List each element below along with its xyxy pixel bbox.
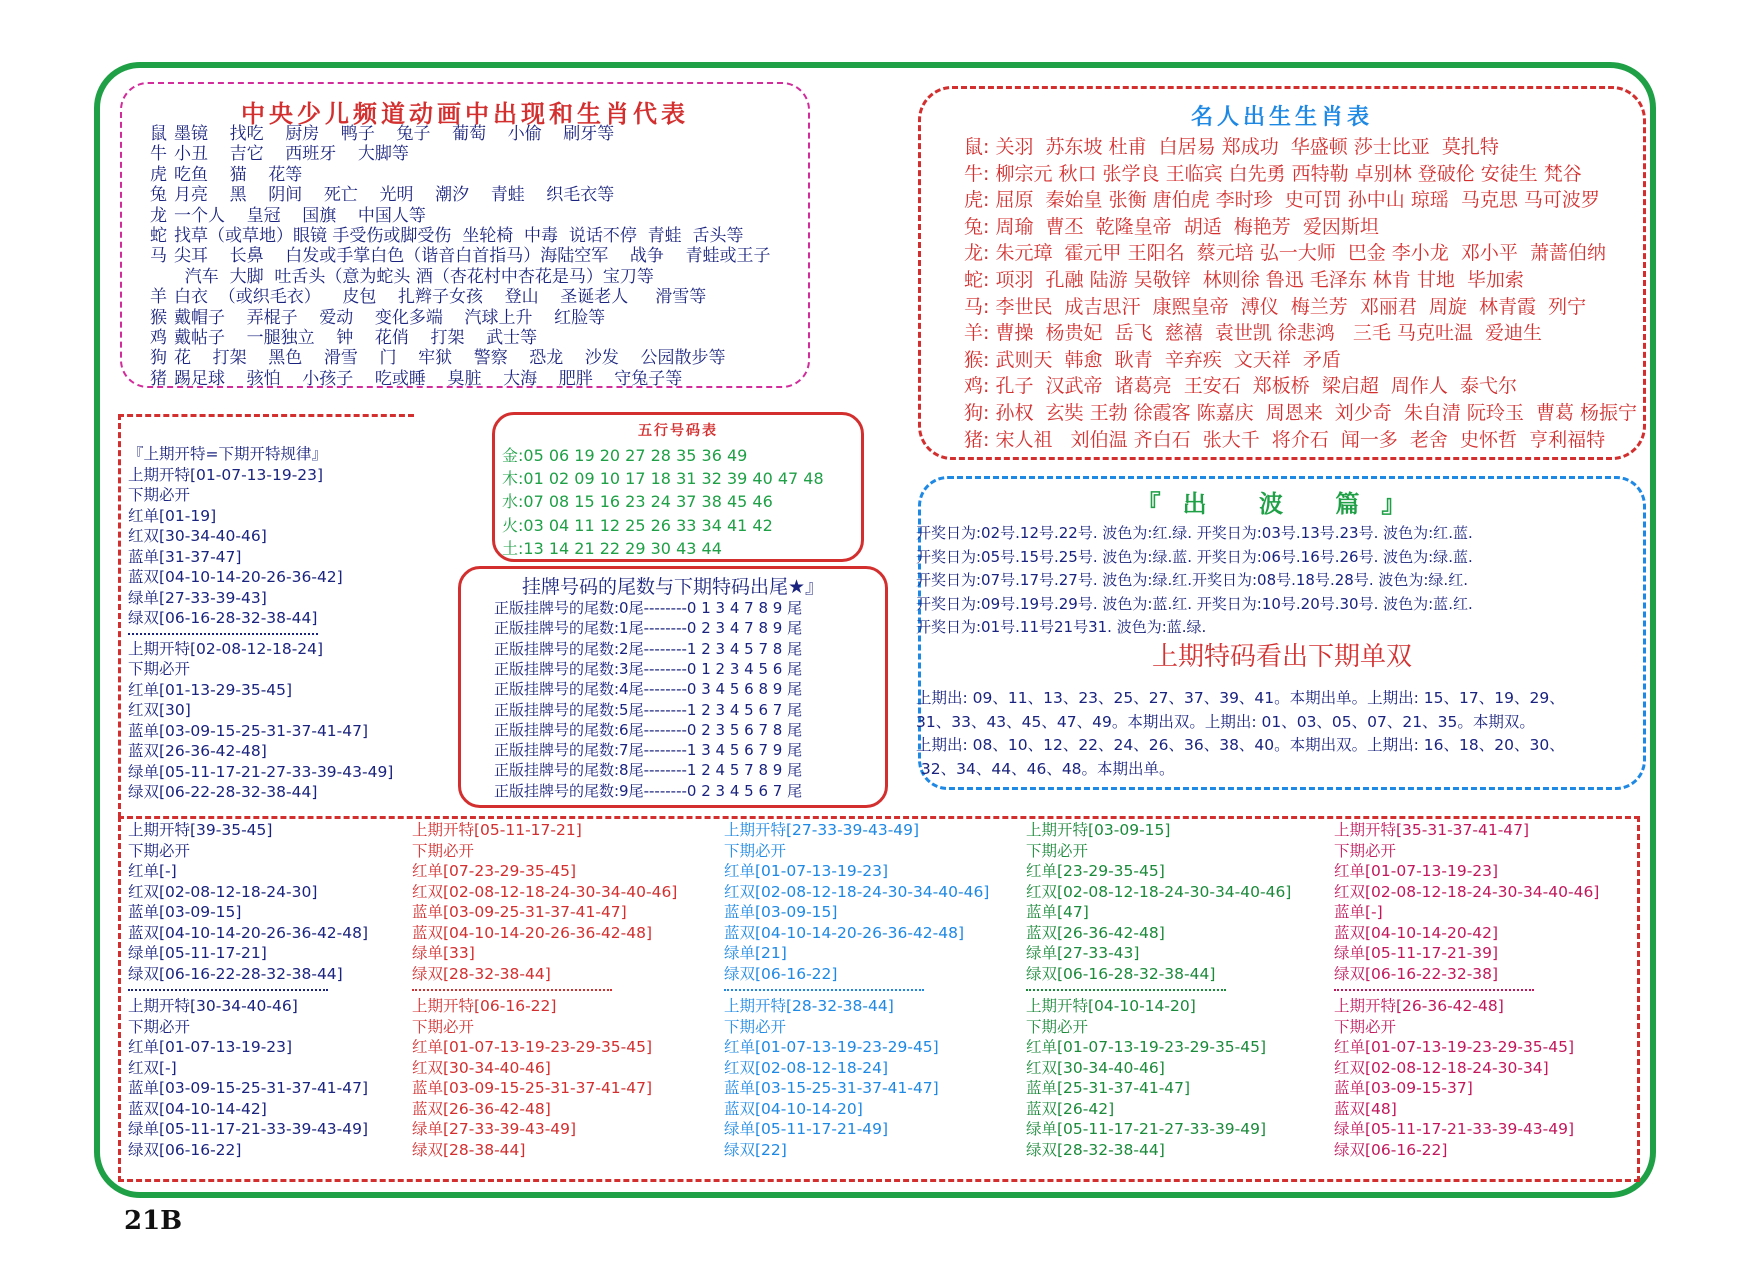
- bottom-line: 蓝单[03-15-25-31-37-41-47]: [724, 1079, 939, 1097]
- wave-title: 『出 波 篇』: [1136, 489, 1428, 518]
- rule-line: 绿单[27-33-39-43]: [128, 588, 267, 607]
- rule-line: 下期必开: [128, 486, 191, 504]
- bottom-line: 绿单[05-11-17-21-27-33-39-49]: [1026, 1120, 1267, 1138]
- cctv-items: 一个人 皇冠 国旗 中国人等: [174, 205, 426, 226]
- bottom-column: [1334, 820, 1599, 1160]
- cctv-items: 白衣 （或织毛衣） 皮包 扎辫子女孩 登山 圣诞老人 滑雪等: [174, 287, 707, 308]
- bottom-line: 下期必开: [724, 841, 787, 860]
- odd-even-line: 上期出: 09、11、13、23、25、27、37、39、41。本期出单。上期出: 15、17、19、29、: [916, 689, 1565, 707]
- bottom-line: 蓝双[04-10-14-20-42]: [1334, 923, 1499, 942]
- bottom-line: 蓝单[25-31-37-41-47]: [1026, 1079, 1191, 1097]
- cctv-row: [150, 206, 426, 226]
- bottom-line: 蓝单[03-09-15]: [128, 903, 242, 921]
- famous-zodiac: 羊:: [964, 322, 990, 345]
- bottom-line: 下期必开: [1334, 841, 1397, 860]
- cctv-items: 花 打架 黑色 滑雪 门 牢狱 警察 恐龙 沙发 公园散步等: [174, 348, 726, 369]
- bottom-line: 蓝单[47]: [1026, 903, 1089, 921]
- famous-row: [964, 400, 1637, 426]
- bottom-line: 红单[01-07-13-19-23]: [1334, 862, 1499, 880]
- rule-line: 红双[30-34-40-46]: [128, 527, 267, 545]
- rule-line: 蓝双[26-36-42-48]: [128, 742, 267, 760]
- bottom-line: 绿双[06-16-22-32-38]: [1334, 964, 1499, 983]
- bottom-line: 绿双[28-32-38-44]: [1026, 1140, 1165, 1159]
- cctv-items: 吃鱼 猫 花等: [174, 164, 303, 185]
- bottom-line: 红双[-]: [128, 1058, 177, 1077]
- bottom-line: 绿双[06-16-28-32-38-44]: [1026, 964, 1216, 983]
- cctv-zodiac: 蛇: [150, 226, 167, 246]
- bottom-line: 上期开特[28-32-38-44]: [724, 997, 894, 1015]
- wuxing-row: 木:01 02 09 10 17 18 31 32 39 40 47 48: [502, 469, 824, 489]
- cctv-items: 戴帖子 一腿独立 钟 花俏 打架 武士等: [174, 328, 538, 348]
- cctv-row: [150, 267, 654, 287]
- bottom-column: [128, 820, 368, 1160]
- famous-row: [964, 240, 1606, 266]
- famous-zodiac: 虎:: [964, 189, 990, 212]
- bottom-line: 红双[02-08-12-18-24-30-34-40-46]: [1334, 882, 1600, 901]
- bottom-line: 红单[-]: [128, 862, 177, 880]
- bottom-line: 红单[01-07-13-19-23]: [724, 862, 889, 880]
- famous-row: [964, 347, 1341, 373]
- cctv-items: 戴帽子 弄棍子 爱动 变化多端 汽球上升 红脸等: [174, 307, 606, 328]
- bottom-line: 绿单[05-11-17-21-49]: [724, 1120, 889, 1138]
- separator: [128, 633, 318, 635]
- separator: [128, 989, 328, 991]
- bottom-line: 绿单[27-33-39-43-49]: [412, 1120, 577, 1138]
- cctv-row: [150, 124, 614, 144]
- bottom-line: 红单[01-07-13-19-23]: [128, 1038, 293, 1056]
- famous-zodiac: 兔:: [964, 215, 990, 238]
- famous-names: 项羽 孔融 陆游 吴敬锌 林则徐 鲁迅 毛泽东 林肯 甘地 毕加索: [995, 269, 1524, 291]
- famous-names: 朱元璋 霍元甲 王阳名 蔡元培 弘一大师 巴金 李小龙 邓小平 萧蔷伯纳: [995, 242, 1606, 265]
- famous-names: 关羽 苏东坡 杜甫 白居易 郑成功 华盛顿 莎士比亚 莫扎特: [995, 136, 1499, 158]
- rule-line: 下期必开: [128, 660, 191, 678]
- bottom-line: 下期必开: [128, 1017, 191, 1036]
- bottom-line: 下期必开: [1026, 841, 1089, 860]
- wuxing-row: 水:07 08 15 16 23 24 37 38 45 46: [502, 492, 773, 512]
- tail-row: 正版挂牌号的尾数:4尾--------0 3 4 5 6 8 9 尾: [494, 680, 803, 699]
- cctv-items: 踢足球 骇怕 小孩子 吃或睡 臭脏 大海 肥胖 守兔子等: [174, 368, 683, 389]
- tail-row: 正版挂牌号的尾数:7尾--------1 3 4 5 6 7 9 尾: [494, 741, 803, 760]
- cctv-zodiac: 狗: [150, 348, 167, 369]
- famous-zodiac: 龙:: [964, 242, 990, 265]
- bottom-line: 蓝单[-]: [1334, 903, 1383, 921]
- rule-title: 『上期开特=下期开特规律』: [128, 445, 327, 463]
- famous-row: [964, 320, 1542, 346]
- cctv-row: [150, 226, 743, 246]
- bottom-line: 红双[30-34-40-46]: [412, 1058, 551, 1077]
- famous-zodiac: 猪:: [964, 428, 990, 451]
- bottom-line: 红单[01-07-13-19-23-29-35-45]: [412, 1038, 653, 1056]
- bottom-line: 红单[01-07-13-19-23-29-35-45]: [1026, 1038, 1267, 1056]
- cctv-items: 尖耳 长鼻 白发或手掌白色（谐音白首指马）海陆空军 战争 青蛙或王子: [174, 246, 771, 267]
- famous-names: 宋人祖 刘伯温 齐白石 张大千 将介石 闻一多 老舍 史怀哲 亨利福特: [995, 428, 1606, 451]
- bottom-line: 红双[02-08-12-18-24-30-34-40-46]: [724, 882, 990, 901]
- cctv-row: [150, 246, 770, 266]
- tail-row: 正版挂牌号的尾数:9尾--------0 2 3 4 5 6 7 尾: [494, 781, 803, 800]
- bottom-line: 绿单[05-11-17-21]: [128, 944, 267, 962]
- famous-names: 武则天 韩愈 耿青 辛弃疾 文天祥 矛盾: [995, 348, 1341, 371]
- cctv-title: 中央少儿频道动画中出现和生肖代表: [241, 99, 689, 128]
- bottom-line: 蓝双[04-10-14-20-26-36-42-48]: [724, 923, 965, 942]
- tail-row: 正版挂牌号的尾数:1尾--------0 2 3 4 7 8 9 尾: [494, 619, 803, 638]
- bottom-line: 下期必开: [128, 841, 191, 860]
- tail-row: 正版挂牌号的尾数:2尾--------1 2 3 4 5 7 8 尾: [494, 639, 803, 658]
- cctv-zodiac: 虎: [150, 164, 167, 185]
- cctv-zodiac: 马: [150, 246, 167, 267]
- bottom-line: 蓝单[03-09-15-25-31-37-41-47]: [128, 1079, 369, 1097]
- bottom-line: 红双[30-34-40-46]: [1026, 1058, 1165, 1077]
- bottom-line: 蓝双[04-10-14-20-26-36-42-48]: [128, 923, 369, 942]
- rule-line: 蓝单[03-09-15-25-31-37-41-47]: [128, 721, 369, 740]
- odd-even-line: 31、33、43、45、47、49。本期出双。上期出: 01、03、05、07、21、35。本期双。: [916, 712, 1535, 731]
- famous-names: 屈原 秦始皇 张衡 唐伯虎 李时珍 史可罚 孙中山 琼瑶 马克思 马可波罗: [995, 189, 1600, 212]
- bottom-line: 蓝双[04-10-14-42]: [128, 1099, 267, 1118]
- famous-row: [964, 373, 1517, 399]
- wuxing-title: 五行号码表: [638, 423, 718, 439]
- cctv-row: [150, 144, 409, 164]
- bottom-line: 上期开特[27-33-39-43-49]: [724, 821, 920, 839]
- bottom-line: 红单[07-23-29-35-45]: [412, 862, 577, 880]
- separator: [412, 989, 612, 991]
- rule-line: 红单[01-19]: [128, 506, 217, 525]
- cctv-zodiac: 羊: [150, 287, 167, 308]
- famous-zodiac: 狗:: [964, 402, 990, 424]
- bottom-line: 绿双[22]: [724, 1140, 787, 1159]
- cctv-zodiac: 鸡: [150, 328, 167, 348]
- famous-zodiac: 猴:: [964, 348, 990, 371]
- cctv-row: [150, 369, 682, 389]
- wuxing-row: 金:05 06 19 20 27 28 35 36 49: [502, 446, 748, 465]
- bottom-line: 蓝双[26-36-42-48]: [1026, 923, 1165, 942]
- famous-zodiac: 蛇:: [964, 269, 990, 291]
- famous-zodiac: 马:: [964, 295, 990, 318]
- cctv-items: 找草（或草地）眼镜 手受伤或脚受伤 坐轮椅 中毒 说话不停 青蛙 舌头等: [174, 226, 744, 246]
- famous-zodiac: 鼠:: [964, 136, 990, 158]
- famous-names: 周瑜 曹丕 乾隆皇帝 胡适 梅艳芳 爱因斯坦: [995, 215, 1379, 238]
- rule-line: 绿双[06-16-28-32-38-44]: [128, 609, 318, 627]
- bottom-line: 蓝双[04-10-14-20]: [724, 1099, 863, 1118]
- bottom-line: 绿双[06-16-22]: [1334, 1140, 1448, 1159]
- cctv-zodiac: 猪: [150, 368, 167, 389]
- bottom-line: 绿单[21]: [724, 944, 787, 962]
- famous-row: [964, 267, 1524, 293]
- bottom-line: 红单[23-29-35-45]: [1026, 862, 1165, 880]
- tail-row: 正版挂牌号的尾数:8尾--------1 2 4 5 7 8 9 尾: [494, 761, 803, 780]
- cctv-zodiac: 牛: [150, 144, 167, 165]
- cctv-row: [150, 165, 302, 185]
- odd-even-line: 32、34、44、46、48。本期出单。: [916, 759, 1175, 778]
- tail-row: 正版挂牌号的尾数:6尾--------0 2 3 5 6 7 8 尾: [494, 720, 803, 739]
- bottom-line: 上期开特[04-10-14-20]: [1026, 997, 1196, 1015]
- page-code: 21B: [124, 1206, 183, 1236]
- bottom-column: [1026, 820, 1291, 1160]
- cctv-row: [150, 328, 537, 348]
- bottom-line: 蓝单[03-09-15]: [724, 903, 838, 921]
- wuxing-row: 土:13 14 21 22 29 30 43 44: [502, 538, 722, 558]
- bottom-line: 蓝双[26-42]: [1026, 1099, 1115, 1118]
- bottom-line: 上期开特[30-34-40-46]: [128, 997, 298, 1015]
- famous-row: [964, 187, 1600, 213]
- cctv-row: [150, 185, 614, 205]
- wave-line: 开奖日为:07号.17号.27号. 波色为:绿.红.开奖日为:08号.18号.28号. 波色为:绿.红.: [916, 571, 1468, 590]
- tail-row: 正版挂牌号的尾数:5尾--------1 2 3 4 5 6 7 尾: [494, 700, 803, 719]
- bottom-line: 下期必开: [1334, 1017, 1397, 1036]
- cctv-items: 小丑 吉它 西班牙 大脚等: [174, 144, 409, 165]
- bottom-line: 绿双[06-16-22]: [128, 1140, 242, 1159]
- cctv-items: 墨镜 找吃 厨房 鸭子 兔子 葡萄 小偷 刷牙等: [174, 124, 615, 144]
- famous-row: [964, 294, 1586, 320]
- bottom-line: 上期开特[05-11-17-21]: [412, 821, 582, 839]
- bottom-line: 绿单[05-11-17-21-39]: [1334, 944, 1499, 962]
- odd-even-line: 上期出: 08、10、12、22、24、26、36、38、40。本期出双。上期出: 16、18、20、30、: [916, 736, 1565, 754]
- bottom-line: 绿双[06-16-22-28-32-38-44]: [128, 964, 343, 983]
- wave-line: 开奖日为:09号.19号.29号. 波色为:蓝.红. 开奖日为:10号.20号.30号. 波色为:蓝.红.: [916, 594, 1473, 613]
- rule-line: 上期开特[02-08-12-18-24]: [128, 639, 324, 658]
- bottom-line: 红双[02-08-12-18-24-30-34-40-46]: [1026, 882, 1292, 901]
- bottom-line: 红双[02-08-12-18-24]: [724, 1058, 889, 1077]
- rule-line: 红单[01-13-29-35-45]: [128, 680, 293, 699]
- cctv-row: [150, 287, 706, 307]
- famous-names: 柳宗元 秋口 张学良 王临宾 白先勇 西特勒 卓别林 登破伦 安徒生 梵谷: [995, 162, 1582, 185]
- cctv-row: [150, 348, 726, 368]
- rule-line: 上期开特[01-07-13-19-23]: [128, 465, 324, 484]
- bottom-line: 红双[02-08-12-18-24-30]: [128, 882, 318, 901]
- bottom-line: 下期必开: [1026, 1017, 1089, 1036]
- cctv-zodiac: 兔: [150, 185, 167, 206]
- bottom-line: 绿单[05-11-17-21-33-39-43-49]: [128, 1120, 369, 1138]
- wave-line: 开奖日为:02号.12号.22号. 波色为:红.绿. 开奖日为:03号.13号.23号. 波色为:红.蓝.: [916, 524, 1473, 542]
- separator: [1026, 989, 1226, 991]
- odd-even-heading: 上期特码看出下期单双: [1151, 642, 1412, 672]
- tail-row: 正版挂牌号的尾数:0尾--------0 1 3 4 7 8 9 尾: [494, 599, 803, 617]
- bottom-line: 下期必开: [412, 1017, 475, 1036]
- bottom-line: 绿单[05-11-17-21-33-39-43-49]: [1334, 1120, 1575, 1138]
- bottom-line: 蓝单[03-09-25-31-37-41-47]: [412, 903, 627, 921]
- cctv-zodiac: 猴: [150, 307, 167, 328]
- bottom-line: 绿双[06-16-22]: [724, 964, 838, 983]
- rule-column: [128, 444, 393, 803]
- wave-line: 开奖日为:01号.11号21号31. 波色为:蓝.绿.: [916, 618, 1207, 637]
- rule-line: 蓝双[04-10-14-20-26-36-42]: [128, 568, 343, 586]
- bottom-line: 绿双[28-38-44]: [412, 1140, 526, 1159]
- famous-names: 曹操 杨贵妃 岳飞 慈禧 袁世凯 徐悲鸿 三毛 马克吐温 爱迪生: [995, 322, 1543, 345]
- famous-row: [964, 214, 1379, 240]
- bottom-line: 蓝双[26-36-42-48]: [412, 1099, 551, 1118]
- cctv-row: [150, 308, 605, 328]
- bottom-line: 蓝双[04-10-14-20-26-36-42-48]: [412, 923, 653, 942]
- bottom-line: 上期开特[26-36-42-48]: [1334, 997, 1504, 1015]
- bottom-line: 蓝单[03-09-15-37]: [1334, 1079, 1473, 1097]
- bottom-line: 蓝单[03-09-15-25-31-37-41-47]: [412, 1079, 653, 1097]
- tail-row: 正版挂牌号的尾数:3尾--------0 1 2 3 4 5 6 尾: [494, 659, 803, 678]
- rule-line: 蓝单[31-37-47]: [128, 547, 242, 566]
- cctv-zodiac: 龙: [150, 205, 167, 226]
- separator: [1334, 989, 1534, 991]
- bottom-line: 下期必开: [412, 841, 475, 860]
- bottom-column: [724, 820, 989, 1160]
- cctv-items: 月亮 黑 阴间 死亡 光明 潮汐 青蛙 织毛衣等: [174, 185, 615, 206]
- famous-names: 孔子 汉武帝 诸葛亮 王安石 郑板桥 梁启超 周作人 泰弋尔: [995, 375, 1518, 398]
- bottom-line: 红双[02-08-12-18-24-30-34-40-46]: [412, 882, 678, 901]
- wuxing-row: 火:03 04 11 12 25 26 33 34 41 42: [502, 515, 773, 535]
- bottom-line: 下期必开: [724, 1017, 787, 1036]
- famous-row: [964, 161, 1582, 187]
- famous-row: [964, 427, 1605, 453]
- bottom-line: 红单[01-07-13-19-23-29-45]: [724, 1038, 939, 1056]
- separator: [724, 989, 924, 991]
- famous-names: 李世民 成吉思汗 康熙皇帝 溥仪 梅兰芳 邓丽君 周旋 林青霞 列宁: [995, 295, 1587, 318]
- rule-line: 红双[30]: [128, 701, 191, 719]
- bottom-line: 绿单[27-33-43]: [1026, 944, 1140, 962]
- famous-row: [964, 134, 1499, 160]
- wave-line: 开奖日为:05号.15号.25号. 波色为:绿.蓝. 开奖日为:06号.16号.26号. 波色为:绿.蓝.: [916, 547, 1473, 566]
- rule-line: 绿双[06-22-28-32-38-44]: [128, 783, 318, 801]
- bottom-line: 红单[01-07-13-19-23-29-35-45]: [1334, 1038, 1575, 1056]
- rule-line: 绿单[05-11-17-21-27-33-39-43-49]: [128, 762, 394, 781]
- famous-names: 孙权 玄奘 王勃 徐霞客 陈嘉庆 周恩来 刘少奇 朱自清 阮玲玉 曹葛 杨振宁: [995, 402, 1638, 424]
- bottom-line: 上期开特[39-35-45]: [128, 821, 273, 839]
- bottom-line: 绿双[28-32-38-44]: [412, 964, 551, 983]
- bottom-line: 蓝双[48]: [1334, 1099, 1397, 1118]
- bottom-line: 上期开特[35-31-37-41-47]: [1334, 821, 1530, 839]
- famous-zodiac: 牛:: [964, 162, 990, 185]
- cctv-zodiac: 鼠: [150, 124, 167, 144]
- famous-title: 名人出生生肖表: [1190, 104, 1373, 130]
- bottom-line: 绿单[33]: [412, 944, 475, 962]
- tail-title: 挂牌号码的尾数与下期特码出尾★』: [521, 576, 825, 598]
- bottom-line: 红双[02-08-12-18-24-30-34]: [1334, 1058, 1549, 1077]
- bottom-column: [412, 820, 677, 1160]
- cctv-items: 汽车 大脚 吐舌头（意为蛇头 酒（杏花村中杏花是马）宝刀等: [174, 266, 654, 287]
- bottom-line: 上期开特[06-16-22]: [412, 997, 557, 1015]
- famous-zodiac: 鸡:: [964, 375, 990, 398]
- bottom-line: 上期开特[03-09-15]: [1026, 821, 1171, 839]
